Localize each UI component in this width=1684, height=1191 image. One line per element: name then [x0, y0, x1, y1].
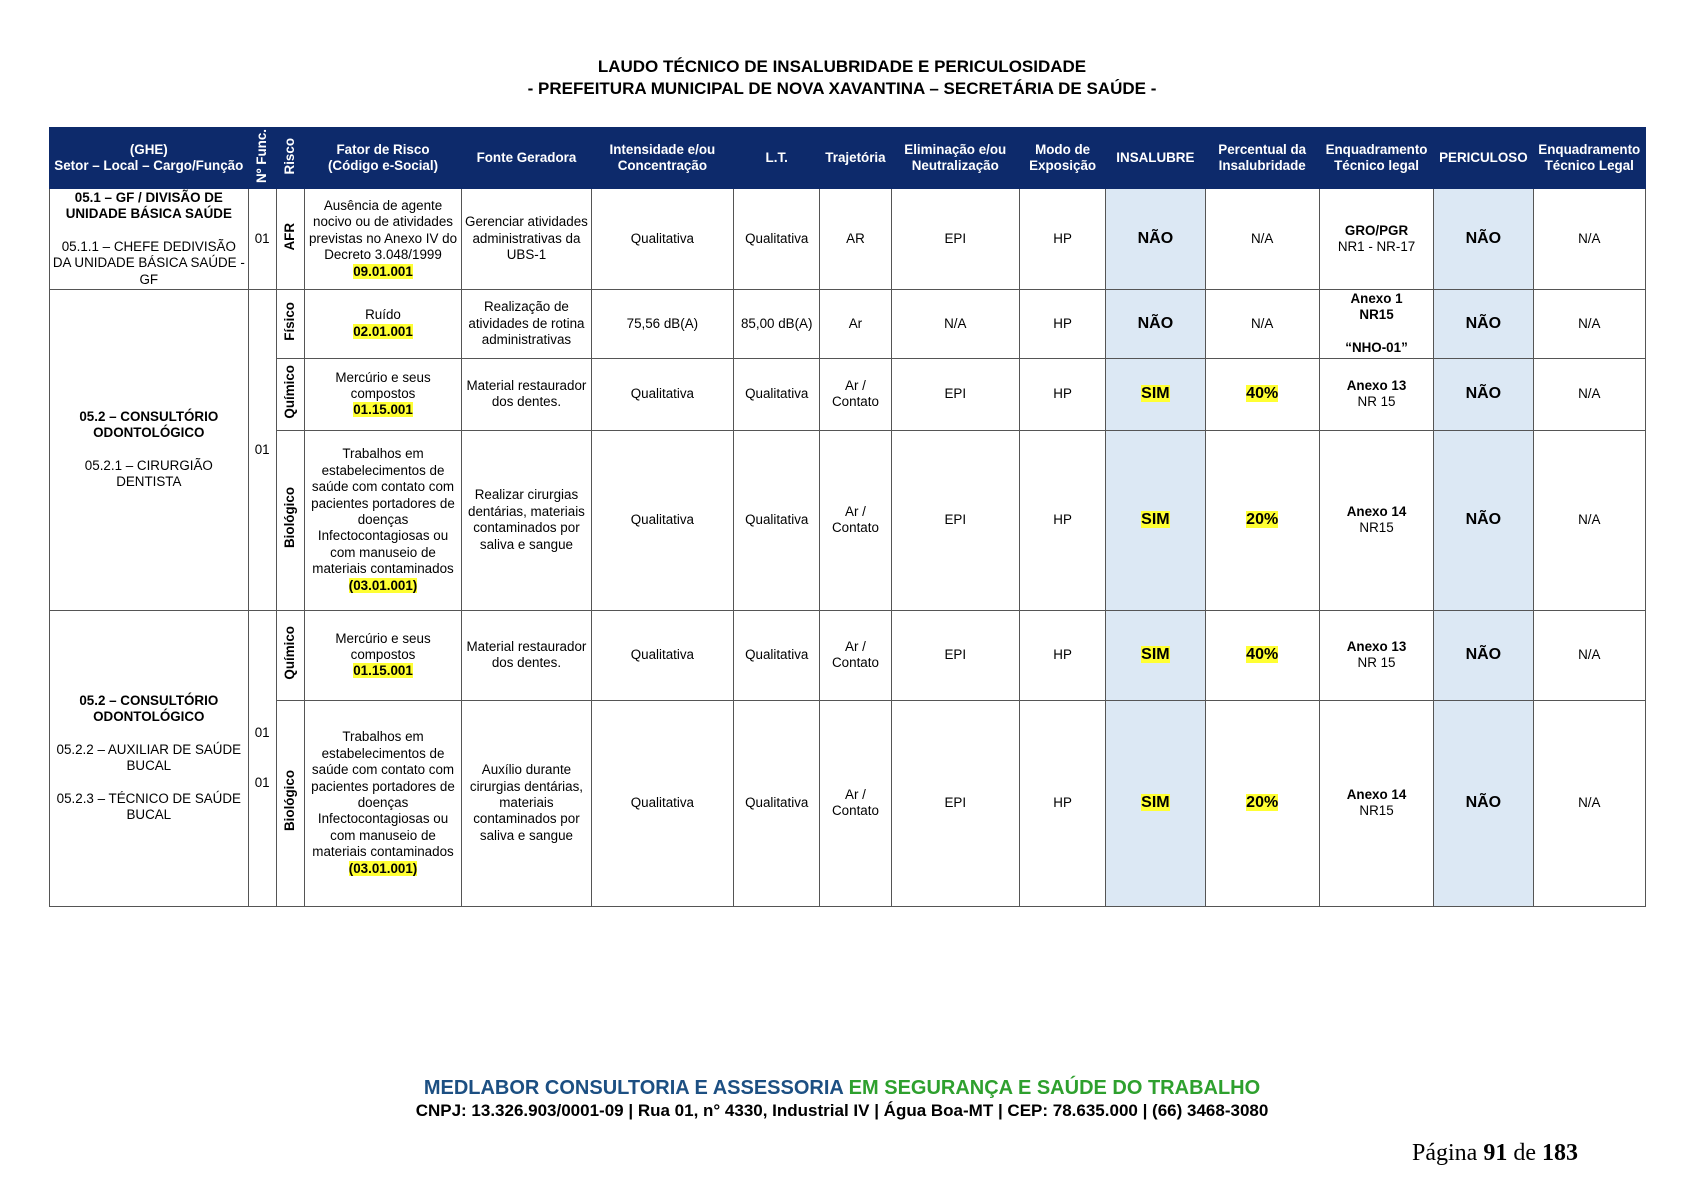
percentual-cell: 20% [1205, 430, 1319, 610]
intensidade-cell: Qualitativa [591, 610, 733, 700]
insalubre-cell: SIM [1106, 700, 1205, 906]
intensidade-cell: 75,56 dB(A) [591, 290, 733, 359]
header-fator: Fator de Risco (Código e-Social) [304, 128, 461, 189]
esocial-code: 02.01.001 [353, 323, 413, 339]
header-risco: Risco [276, 128, 304, 189]
percentual-cell: 40% [1205, 358, 1319, 430]
trajetoria-cell: Ar / Contato [820, 610, 891, 700]
page-number: Página 91 de 183 [1412, 1140, 1578, 1166]
table-row [50, 189, 1646, 290]
fonte-cell: Realizar cirurgias dentárias, materiais contaminados por saliva e sangue [462, 430, 591, 610]
enquadramento-cell: Anexo 1 NR15 “NHO-01” [1319, 290, 1433, 359]
fonte-cell: Material restaurador dos dentes. [462, 610, 591, 700]
ghe-cell [50, 610, 249, 906]
intensidade-cell: Qualitativa [591, 700, 733, 906]
nfunc-cell: 01 [248, 189, 276, 290]
ghe-cell [50, 290, 249, 611]
percentual-cell: 40% [1205, 610, 1319, 700]
table-row [50, 610, 1646, 700]
percentual-cell: N/A [1205, 290, 1319, 359]
percentual-cell: N/A [1205, 189, 1319, 290]
fator-cell [304, 610, 461, 700]
ghe-title: 05.1 – GF / DIVISÃO DE UNIDADE BÁSICA SAÚDE [65, 190, 232, 222]
footer-company [0, 1077, 1684, 1100]
risk-cell: Químico [276, 358, 304, 430]
trajetoria-cell: Ar [820, 290, 891, 359]
intensidade-cell: Qualitativa [591, 189, 733, 290]
fonte-cell: Gerenciar atividades administrativas da UBS-1 [462, 189, 591, 290]
title-line-2: - PREFEITURA MUNICIPAL DE NOVA XAVANTINA – SECRETÁRIA DE SAÚDE - [527, 79, 1157, 98]
periculoso-cell: NÃO [1434, 189, 1533, 290]
header-insalubre: INSALUBRE [1106, 128, 1205, 189]
risk-cell: AFR [276, 189, 304, 290]
enquadramento-2-cell: N/A [1533, 358, 1646, 430]
fator-text: Trabalhos em estabelecimentos de saúde com contato com pacientes portadores de doenças Infectocontagiosas ou com manuseio de materiais contaminados [311, 729, 455, 860]
fator-cell [304, 189, 461, 290]
fator-text: Trabalhos em estabelecimentos de saúde com contato com pacientes portadores de doenças Infectocontagiosas ou com manuseio de materiais contaminados [311, 446, 455, 577]
nfunc-cell: 01 [248, 290, 276, 611]
eliminacao-cell: EPI [891, 610, 1019, 700]
ghe-role: 05.2.1 – CIRURGIÃO DENTISTA [84, 457, 213, 490]
esocial-code: (03.01.001) [348, 577, 418, 593]
modo-cell: HP [1019, 358, 1105, 430]
fator-text: Ruído [365, 307, 401, 323]
header-eliminacao: Eliminação e/ou Neutralização [891, 128, 1019, 189]
ghe-role-1: 05.2.2 – AUXILIAR DE SAÚDE BUCAL [56, 741, 242, 774]
insalubre-cell: SIM [1106, 430, 1205, 610]
ghe-title: 05.2 – CONSULTÓRIO ODONTOLÓGICO [79, 692, 219, 725]
header-periculoso: PERICULOSO [1434, 128, 1533, 189]
header-enquadramento-2: Enquadramento Técnico Legal [1533, 128, 1646, 189]
enquadramento-cell: Anexo 14 NR15 [1319, 700, 1433, 906]
table-header-row [50, 128, 1646, 189]
title-line-1: LAUDO TÉCNICO DE INSALUBRIDADE E PERICULOSIDADE [597, 57, 1087, 76]
periculoso-cell: NÃO [1434, 610, 1533, 700]
enquadramento-2-cell: N/A [1533, 430, 1646, 610]
risk-cell: Biológico [276, 700, 304, 906]
enquadramento-cell: Anexo 13 NR 15 [1319, 610, 1433, 700]
footer-company-name: MEDLABOR CONSULTORIA E ASSESSORIA [423, 1077, 844, 1099]
enquadramento-cell: Anexo 14 NR15 [1319, 430, 1433, 610]
modo-cell: HP [1019, 610, 1105, 700]
footer-address: CNPJ: 13.326.903/0001-09 | Rua 01, n° 4330, Industrial IV | Água Boa-MT | CEP: 78.635.000 | (66) 3468-3080 [415, 1101, 1269, 1120]
table-row [50, 358, 1646, 430]
trajetoria-cell: Ar / Contato [820, 700, 891, 906]
enquadramento-cell: GRO/PGR NR1 - NR-17 [1319, 189, 1433, 290]
insalubre-cell: NÃO [1106, 290, 1205, 359]
intensidade-cell: Qualitativa [591, 430, 733, 610]
ghe-title: 05.2 – CONSULTÓRIO ODONTOLÓGICO [79, 409, 219, 441]
modo-cell: HP [1019, 189, 1105, 290]
lt-cell: Qualitativa [734, 430, 820, 610]
eliminacao-cell: EPI [891, 700, 1019, 906]
lt-cell: Qualitativa [734, 700, 820, 906]
fonte-cell: Auxílio durante cirurgias dentárias, materiais contaminados por saliva e sangue [462, 700, 591, 906]
trajetoria-cell: Ar / Contato [820, 430, 891, 610]
ghe-role-2: 05.2.3 – TÉCNICO DE SAÚDE BUCAL [56, 790, 241, 822]
modo-cell: HP [1019, 430, 1105, 610]
periculoso-cell: NÃO [1434, 290, 1533, 359]
percentual-cell: 20% [1205, 700, 1319, 906]
ghe-role: 05.1.1 – CHEFE DEDIVISÃO DA UNIDADE BÁSICA SAÚDE - GF [52, 238, 245, 287]
fator-text: Ausência de agente nocivo ou de atividades previstas no Anexo IV do Decreto 3.048/1999 [308, 198, 458, 263]
fator-text: Mercúrio e seus compostos [335, 369, 431, 401]
enquadramento-2-cell: N/A [1533, 189, 1646, 290]
lt-cell: Qualitativa [734, 189, 820, 290]
risk-cell: Físico [276, 290, 304, 359]
footer-company-tagline: EM SEGURANÇA E SAÚDE DO TRABALHO [848, 1077, 1261, 1099]
fator-text: Mercúrio e seus compostos [335, 630, 431, 662]
table-row [50, 430, 1646, 610]
eliminacao-cell: EPI [891, 189, 1019, 290]
nfunc-cell: 01 01 [248, 610, 276, 906]
periculoso-cell: NÃO [1434, 700, 1533, 906]
header-enquadramento: Enquadramento Técnico legal [1319, 128, 1433, 189]
header-trajetoria: Trajetória [820, 128, 891, 189]
esocial-code: 01.15.001 [353, 402, 413, 418]
eliminacao-cell: EPI [891, 358, 1019, 430]
modo-cell: HP [1019, 290, 1105, 359]
lt-cell: Qualitativa [734, 358, 820, 430]
enquadramento-cell: Anexo 13 NR 15 [1319, 358, 1433, 430]
fator-cell [304, 700, 461, 906]
insalubre-cell: NÃO [1106, 189, 1205, 290]
header-modo: Modo de Exposição [1019, 128, 1105, 189]
trajetoria-cell: Ar / Contato [820, 358, 891, 430]
header-lt: L.T. [734, 128, 820, 189]
fator-cell [304, 358, 461, 430]
esocial-code: (03.01.001) [348, 860, 418, 876]
fonte-cell: Material restaurador dos dentes. [462, 358, 591, 430]
lt-cell: 85,00 dB(A) [734, 290, 820, 359]
header-ghe: (GHE) Setor – Local – Cargo/Função [50, 128, 249, 189]
enquadramento-2-cell: N/A [1533, 290, 1646, 359]
table-row [50, 700, 1646, 906]
risk-cell: Químico [276, 610, 304, 700]
eliminacao-cell: N/A [891, 290, 1019, 359]
trajetoria-cell: AR [820, 189, 891, 290]
lt-cell: Qualitativa [734, 610, 820, 700]
fonte-cell: Realização de atividades de rotina administrativas [462, 290, 591, 359]
enquadramento-2-cell: N/A [1533, 610, 1646, 700]
ghe-cell [50, 189, 249, 290]
esocial-code: 09.01.001 [353, 263, 413, 279]
risk-cell: Biológico [276, 430, 304, 610]
header-fonte: Fonte Geradora [462, 128, 591, 189]
intensidade-cell: Qualitativa [591, 358, 733, 430]
insalubre-cell: SIM [1106, 358, 1205, 430]
fator-cell [304, 430, 461, 610]
enquadramento-2-cell: N/A [1533, 700, 1646, 906]
document-title [0, 56, 1684, 100]
periculoso-cell: NÃO [1434, 358, 1533, 430]
header-percentual: Percentual da Insalubridade [1205, 128, 1319, 189]
insalubre-cell: SIM [1106, 610, 1205, 700]
risk-assessment-table [49, 127, 1646, 907]
eliminacao-cell: EPI [891, 430, 1019, 610]
periculoso-cell: NÃO [1434, 430, 1533, 610]
header-intensidade: Intensidade e/ou Concentração [591, 128, 733, 189]
esocial-code: 01.15.001 [353, 663, 413, 679]
table-row [50, 290, 1646, 359]
modo-cell: HP [1019, 700, 1105, 906]
fator-cell [304, 290, 461, 359]
header-nfunc: Nº Func. [248, 128, 276, 189]
